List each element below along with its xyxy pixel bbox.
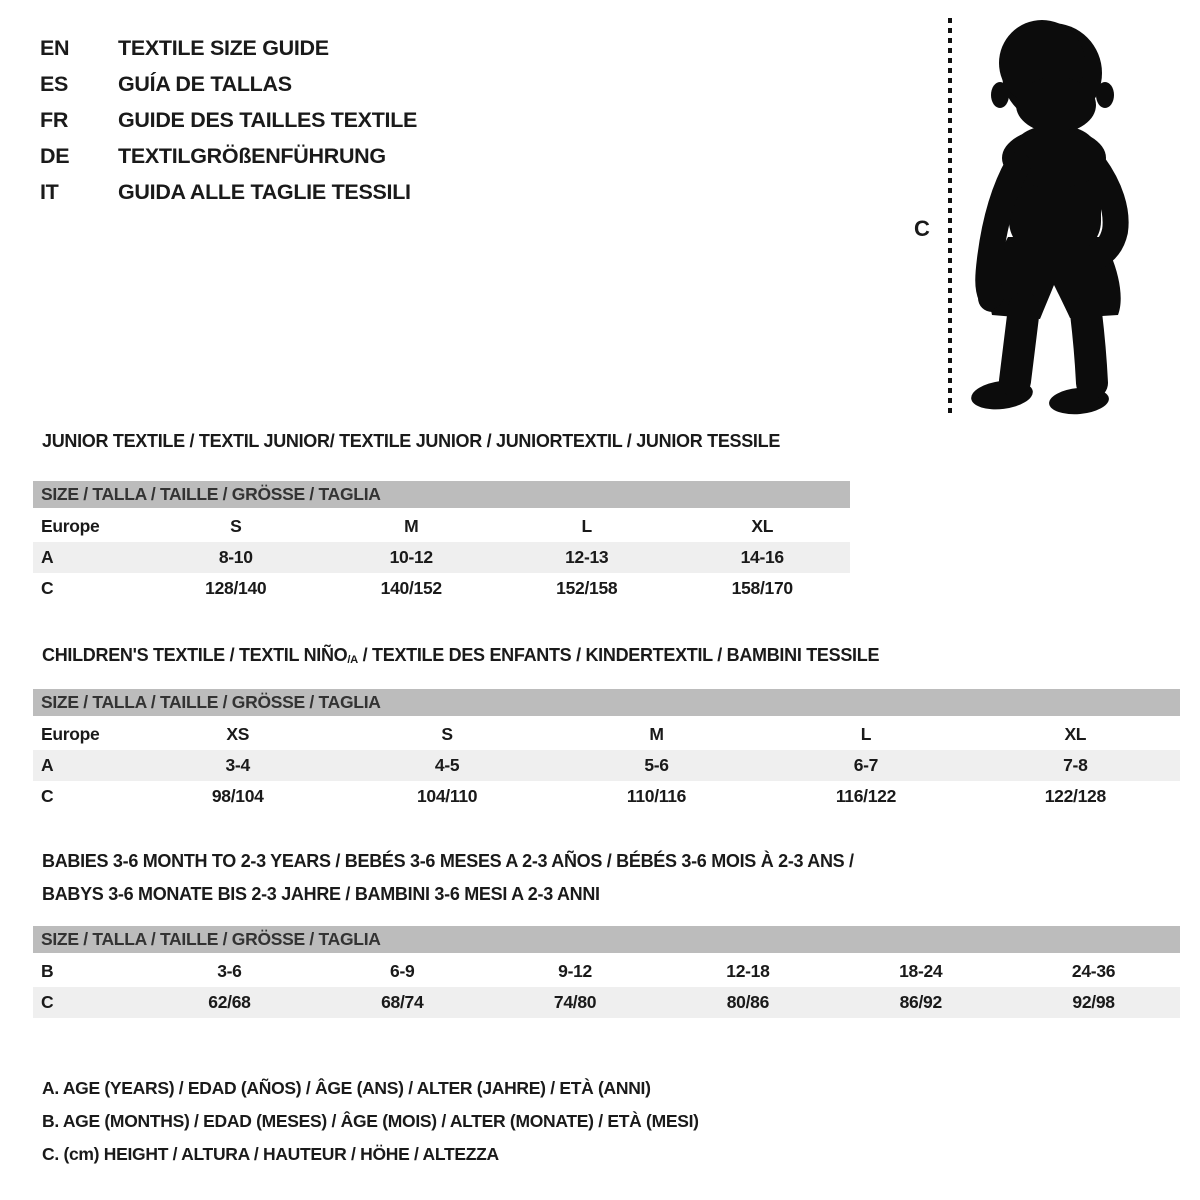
legend-line-c: C. (cm) HEIGHT / ALTURA / HAUTEUR / HÖHE / ALTEZZA <box>42 1144 499 1164</box>
junior-section-title: JUNIOR TEXTILE / TEXTIL JUNIOR/ TEXTILE JUNIOR / JUNIORTEXTIL / JUNIOR TESSILE <box>42 431 781 451</box>
table-row-age-months <box>33 956 1180 987</box>
language-code: IT <box>40 179 59 204</box>
measure-label-c: C <box>914 216 930 241</box>
months-cell: 18-24 <box>899 961 943 981</box>
height-cell: 158/170 <box>731 578 793 598</box>
height-cell: 92/98 <box>1072 992 1115 1012</box>
language-row-fr <box>40 102 417 138</box>
toddler-silhouette-icon <box>952 15 1162 420</box>
language-code: DE <box>40 143 70 168</box>
legend-line-a: A. AGE (YEARS) / EDAD (AÑOS) / ÂGE (ANS) / ALTER (JAHRE) / ETÀ (ANNI) <box>42 1078 651 1098</box>
size-cell: L <box>860 724 872 744</box>
language-title: GUIDA ALLE TAGLIE TESSILI <box>118 179 411 204</box>
language-code: FR <box>40 107 69 132</box>
size-cell: M <box>649 724 664 744</box>
table-row-age <box>33 750 1180 781</box>
junior-table-size-header: SIZE / TALLA / TAILLE / GRÖSSE / TAGLIA <box>33 481 850 508</box>
age-cell: 8-10 <box>218 547 253 567</box>
months-cell: 9-12 <box>558 961 592 981</box>
height-cell: 128/140 <box>205 578 267 598</box>
language-row-it <box>40 174 417 210</box>
size-cell: S <box>441 724 453 744</box>
row-label: C <box>41 992 54 1012</box>
measurement-legend <box>42 1072 699 1171</box>
height-cell: 80/86 <box>726 992 770 1012</box>
table-row-age <box>33 542 850 573</box>
months-cell: 24-36 <box>1071 961 1116 981</box>
age-cell: 12-13 <box>565 547 609 567</box>
age-cell: 7-8 <box>1063 755 1088 775</box>
language-row-en <box>40 30 417 66</box>
row-label: C <box>41 578 54 598</box>
height-cell: 116/122 <box>835 786 897 806</box>
age-cell: 5-6 <box>644 755 669 775</box>
height-cell: 68/74 <box>381 992 424 1012</box>
language-row-de <box>40 138 417 174</box>
children-table-size-header: SIZE / TALLA / TAILLE / GRÖSSE / TAGLIA <box>33 689 1180 716</box>
months-cell: 6-9 <box>390 961 415 981</box>
language-title: TEXTILGRÖßENFÜHRUNG <box>118 143 386 168</box>
babies-section-title <box>42 845 854 911</box>
children-title-post: / TEXTILE DES ENFANTS / KINDERTEXTIL / BAMBINI TESSILE <box>357 645 880 665</box>
height-cell: 104/110 <box>417 786 478 806</box>
height-cell: 140/152 <box>380 578 442 598</box>
table-row-height <box>33 781 1180 812</box>
table-row-height <box>33 573 850 604</box>
size-cell: L <box>581 516 592 536</box>
babies-title-line2: BABYS 3-6 MONATE BIS 2-3 JAHRE / BAMBINI 3-6 MESI A 2-3 ANNI <box>42 884 600 904</box>
babies-table-size-header: SIZE / TALLA / TAILLE / GRÖSSE / TAGLIA <box>33 926 1180 953</box>
babies-title-line1: BABIES 3-6 MONTH TO 2-3 YEARS / BEBÉS 3-6 MESES A 2-3 AÑOS / BÉBÉS 3-6 MOIS À 2-3 ANS / <box>42 851 854 871</box>
age-cell: 3-4 <box>225 755 250 775</box>
row-label: A <box>41 755 54 775</box>
language-title: TEXTILE SIZE GUIDE <box>118 35 329 60</box>
children-section-title <box>42 644 879 671</box>
language-row-es <box>40 66 417 102</box>
age-cell: 14-16 <box>740 547 784 567</box>
language-code: ES <box>40 71 69 96</box>
table-row-sizes <box>33 719 1180 750</box>
row-label: A <box>41 547 54 567</box>
language-title: GUIDE DES TAILLES TEXTILE <box>118 107 418 132</box>
children-title-sub: /A <box>347 654 358 666</box>
children-size-table <box>33 689 1180 812</box>
junior-size-table <box>33 481 850 604</box>
language-title: GUÍA DE TALLAS <box>118 71 292 96</box>
size-cell: XL <box>1064 724 1087 744</box>
children-title-pre: CHILDREN'S TEXTILE / TEXTIL NIÑO <box>42 645 348 665</box>
months-cell: 3-6 <box>217 961 242 981</box>
height-cell: 86/92 <box>899 992 942 1012</box>
height-cell: 110/116 <box>626 786 687 806</box>
row-label: Europe <box>41 516 100 536</box>
row-label: B <box>41 961 54 981</box>
row-label: C <box>41 786 54 806</box>
row-label: Europe <box>41 724 100 744</box>
age-cell: 4-5 <box>434 755 460 775</box>
size-cell: XL <box>751 516 774 536</box>
height-cell: 62/68 <box>208 992 251 1012</box>
age-cell: 6-7 <box>853 755 879 775</box>
table-row-height <box>33 987 1180 1018</box>
months-cell: 12-18 <box>726 961 770 981</box>
size-cell: S <box>230 516 242 536</box>
table-row-sizes <box>33 511 850 542</box>
size-cell: XS <box>226 724 250 744</box>
height-cell: 74/80 <box>553 992 597 1012</box>
age-cell: 10-12 <box>389 547 433 567</box>
babies-size-table <box>33 926 1180 1018</box>
language-header-list <box>40 30 417 210</box>
legend-line-b: B. AGE (MONTHS) / EDAD (MESES) / ÂGE (MOIS) / ALTER (MONATE) / ETÀ (MESI) <box>42 1111 699 1131</box>
language-code: EN <box>40 35 70 60</box>
height-cell: 152/158 <box>556 578 618 598</box>
size-cell: M <box>404 516 419 536</box>
height-cell: 98/104 <box>211 786 264 806</box>
height-cell: 122/128 <box>1044 786 1106 806</box>
